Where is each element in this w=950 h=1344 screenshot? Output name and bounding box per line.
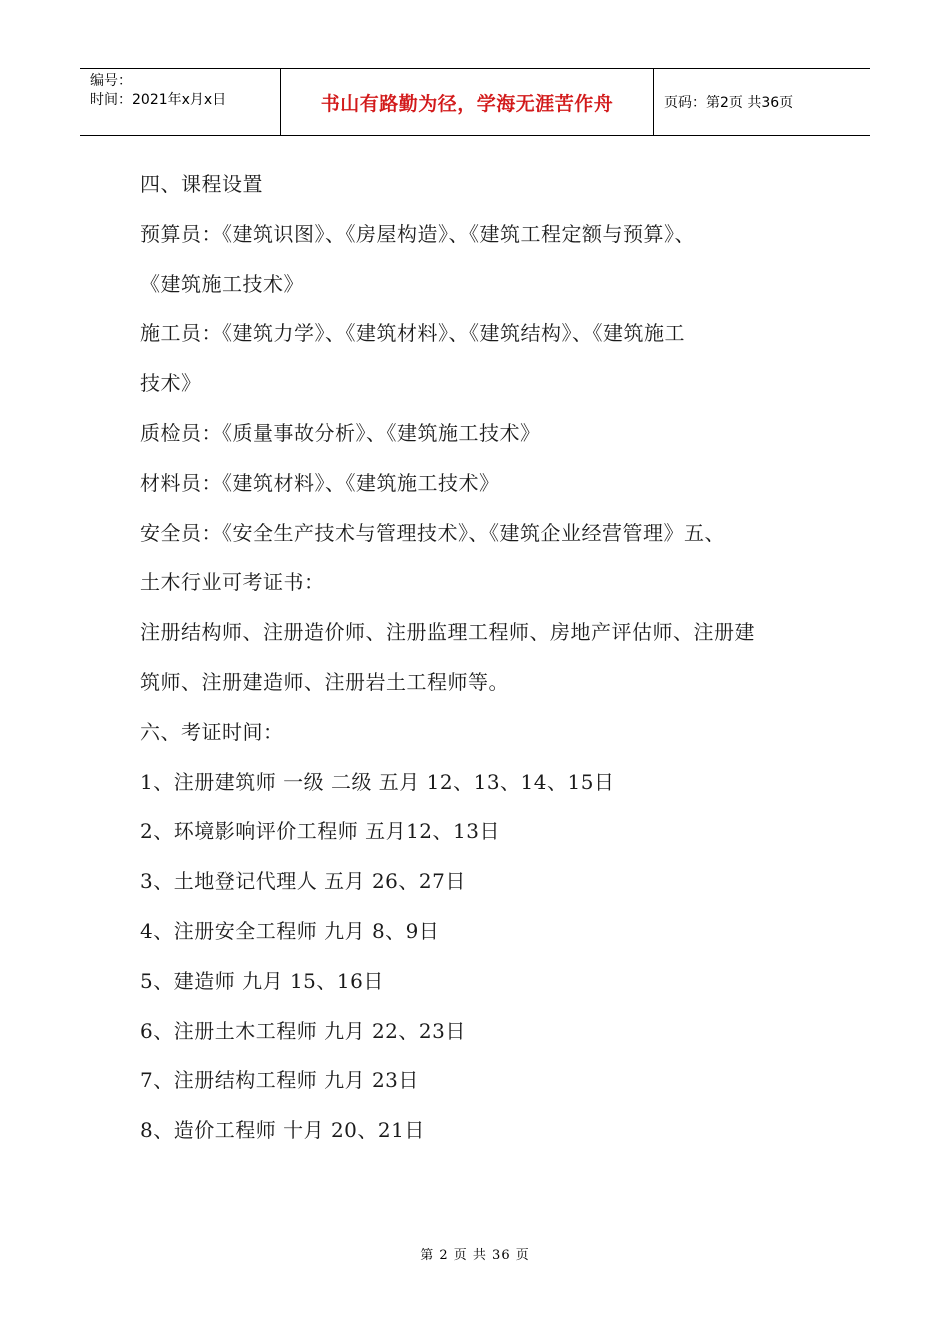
body-line: 6、注册土木工程师 九月 22、23日: [140, 1018, 466, 1043]
body-line: 材料员：《建筑材料》、《建筑施工技术》: [140, 470, 500, 495]
document-body: [140, 160, 830, 1156]
body-line: 预算员：《建筑识图》、《房屋构造》、《建筑工程定额与预算》、: [140, 221, 695, 246]
body-line: 4、注册安全工程师 九月 8、9日: [140, 918, 440, 943]
document-number-label: 编号：: [90, 73, 132, 89]
body-line: 技术》: [140, 371, 202, 396]
body-line: 3、土地登记代理人 五月 26、27日: [140, 869, 466, 894]
body-line: 施工员：《建筑力学》、《建筑材料》、《建筑结构》、《建筑施工: [140, 321, 685, 346]
body-line: 5、建造师 九月 15、16日: [140, 968, 384, 993]
header-meta-cell: [80, 69, 281, 135]
body-line: 1、注册建筑师 一级 二级 五月 12、13、14、15日: [140, 769, 615, 794]
body-line: 质检员：《质量事故分析》、《建筑施工技术》: [140, 420, 541, 445]
body-line: 8、造价工程师 十月 20、21日: [140, 1118, 425, 1143]
body-line: 注册结构师、注册造价师、注册监理工程师、房地产评估师、注册建: [140, 620, 755, 645]
body-line: 四、课程设置: [140, 172, 263, 196]
body-line: 2、环境影响评价工程师 五月12、13日: [140, 819, 500, 844]
body-line: 安全员：《安全生产技术与管理技术》、《建筑企业经营管理》五、: [140, 520, 725, 545]
body-line: 《建筑施工技术》: [140, 271, 304, 296]
header-motto: 书山有路勤为径，学海无涯苦作舟: [281, 69, 654, 135]
body-line: 六、考证时间：: [140, 719, 284, 744]
page-footer: 第 2 页 共 36 页: [420, 1248, 530, 1263]
document-time-label: 时间：2021年x月x日: [90, 92, 227, 108]
body-line: 筑师、注册建造师、注册岩土工程师等。: [140, 669, 509, 694]
page-header: [80, 68, 870, 136]
header-page-info: 页码：第2页 共36页: [664, 95, 794, 111]
body-line: 7、注册结构工程师 九月 23日: [140, 1068, 419, 1093]
body-line: 土木行业可考证书：: [140, 570, 325, 595]
